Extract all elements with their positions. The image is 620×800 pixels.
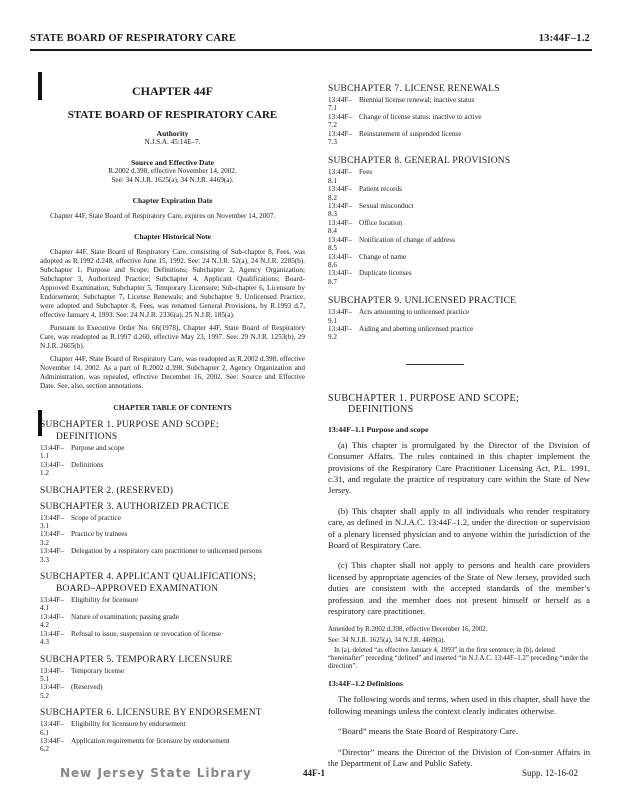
toc-item-label: Reinstatement of suspended license bbox=[359, 129, 462, 138]
rule-1-1-heading: 13:44F–1.1 Purpose and scope bbox=[328, 424, 429, 434]
authority-heading: Authority bbox=[156, 129, 189, 138]
toc-item[interactable] bbox=[328, 308, 590, 325]
toc-item-label: Aiding and abetting unlicensed practice bbox=[359, 324, 474, 333]
toc-item-number: 13:44F–9.2 bbox=[328, 324, 352, 342]
toc-item-number: 13:44F–8.3 bbox=[328, 202, 352, 219]
toc-item-number: 13:44F–8.2 bbox=[328, 185, 352, 202]
toc-item-label: Eligibility for licensure bbox=[71, 596, 139, 605]
toc-item[interactable] bbox=[328, 253, 590, 270]
toc-item-label: Temporary license bbox=[71, 666, 125, 675]
toc-item-label: Definitions bbox=[71, 460, 104, 469]
history-paragraph-1: Chapter 44F, State Board of Respiratory Care, consisting of Sub-chapter 8, Fees, was adopted as R.1992 d.248, effective June 15, 1992. See: 24 N.J.R. 52(a), 24 N.J.R. 2285(b). Subchapter 1, Purpose and Scope; Definitions; Subchapter 2, Agency Organization; Subchapter 3, Authorized Practice; Subchapter 4, Applicant Qualifications; Board-Approved Examination; Subchapter 5, Temporary Licensure; Sub-chapter 6, Licensure by Endorsement; Subchapter 7, License Renewals; and Subchapter 9, Unlicensed Practice, were adopted and Subchapter 8, Fees, was renamed General Provisions, by R.1993 d.7, effective January 4, 1993. See: 24 N.J.R. 2336(a), 25 N.J.R. 185(a). bbox=[40, 248, 305, 319]
toc-item[interactable] bbox=[328, 325, 590, 342]
left-column bbox=[40, 84, 305, 754]
subchapter-1-heading: SUBCHAPTER 1. PURPOSE AND SCOPE; bbox=[328, 392, 520, 404]
toc-item-number: 13:44F–8.4 bbox=[328, 218, 352, 236]
toc-subchapter-4: SUBCHAPTER 4. APPLICANT QUALIFICATIONS; bbox=[40, 572, 257, 583]
expiration-heading: Chapter Expiration Date bbox=[132, 196, 213, 205]
toc-item[interactable] bbox=[328, 269, 590, 286]
header-section-number: 13:44F–1.2 bbox=[538, 33, 590, 44]
toc-item-number: 13:44F–8.7 bbox=[328, 269, 352, 286]
chapter-number: CHAPTER 44F bbox=[132, 84, 213, 98]
toc-item-number: 13:44F–6.2 bbox=[40, 736, 64, 754]
toc-item[interactable] bbox=[328, 236, 590, 253]
supplement-date: Supp. 12-16-02 bbox=[522, 768, 578, 778]
toc-item[interactable] bbox=[40, 444, 305, 461]
toc-item[interactable] bbox=[40, 596, 305, 613]
history-paragraph-2: Pursuant to Executive Order No. 66(1978), Chapter 44F, State Board of Respiratory Care, was readopted as R.1997 d.260, effective May 23, 1997. See: 29 N.J.R. 1253(b), 29 N.J.R. 2665(b). bbox=[40, 324, 305, 350]
toc-item[interactable] bbox=[328, 130, 590, 147]
toc-item-label: Refusal to issue, suspension or revocation of license bbox=[71, 629, 222, 638]
toc-item-number: 13:44F–1.2 bbox=[40, 460, 64, 478]
rule-1-1-paragraph-a: (a) This chapter is promulgated by the Director of the Division of Consumer Affairs. The rules contained in this chapter implement the provisions of the Respiratory Care Practitioner Licensing Act, P.L. 1991, c.31, and regulate the practice of respiratory care within the State of New Jersey. bbox=[328, 439, 590, 496]
toc-item-label: Notification of change of address bbox=[359, 235, 455, 244]
right-column bbox=[328, 84, 590, 778]
toc-item-label: Fees bbox=[359, 168, 373, 177]
toc-item-label: Duplicate licenses bbox=[359, 269, 412, 278]
expiration-text: Chapter 44F, State Board of Respiratory Care, expires on November 14, 2007. bbox=[50, 212, 276, 220]
toc-item[interactable] bbox=[40, 630, 305, 647]
toc-item[interactable] bbox=[328, 113, 590, 130]
rule-1-1-paragraph-b: (b) This chapter shall apply to all individuals who render respiratory care, as defined in N.J.A.C. 13:44F–1.2, under the direction or supervision of a plenary licensed physician and to anyone within the jurisdiction of the Board of Respiratory Care. bbox=[328, 505, 590, 550]
toc-item-number: 13:44F–4.1 bbox=[40, 596, 64, 613]
page-number: 44F-1 bbox=[303, 768, 325, 778]
rule-1-1-paragraph-c: (c) This chapter shall not apply to persons and health care providers licensed by appropriate agencies of the State of New Jersey, provided such duties are consistent with the accepted standards of the member’s profession and the member does not present himself or herself as a respiratory care practitioner. bbox=[328, 560, 590, 617]
authority-text: N.J.S.A. 45:14E–7. bbox=[144, 138, 201, 146]
header-title: STATE BOARD OF RESPIRATORY CARE bbox=[30, 33, 237, 44]
toc-item[interactable] bbox=[328, 96, 590, 113]
toc-item[interactable] bbox=[40, 547, 305, 564]
toc-item-label: Acts amounting to unlicensed practice bbox=[359, 308, 470, 317]
toc-item-number: 13:44F–7.2 bbox=[328, 112, 352, 130]
source-line-1: R.2002 d.398, effective November 14, 2002. bbox=[108, 167, 237, 175]
toc-item-label: Nature of examination; passing grade bbox=[71, 612, 179, 621]
section-divider bbox=[406, 364, 464, 365]
toc-item[interactable] bbox=[328, 219, 590, 236]
toc-heading: CHAPTER TABLE OF CONTENTS bbox=[113, 403, 232, 412]
definition-board: “Board” means the State Board of Respiratory Care. bbox=[338, 726, 518, 737]
toc-item-label: Eligibility for licensure by endorsement bbox=[71, 720, 186, 729]
source-heading: Source and Effective Date bbox=[131, 158, 214, 167]
amendment-citation: See: 34 N.J.R. 1625(a), 34 N.J.R. 4469(a). bbox=[328, 636, 446, 644]
toc-item-label: Sexual misconduct bbox=[359, 202, 414, 211]
toc-subchapter-9: SUBCHAPTER 9. UNLICENSED PRACTICE bbox=[328, 296, 517, 307]
amendment-note: Amended by R.2002 d.398, effective December 16, 2002. bbox=[328, 626, 488, 634]
history-paragraph-3: Chapter 44F, State Board of Respiratory Care, was readopted as R.2002 d.398, effective November 14, 2002. As a part of R.2002 d.398, Subchapter 2, Agency Organization and Administration, was repealed, effective December 16, 2002. See: Source and Effective Date. See, also, section annotations. bbox=[40, 355, 305, 390]
toc-item-number: 13:44F–3.1 bbox=[40, 513, 64, 531]
toc-subchapter-2: SUBCHAPTER 2. (RESERVED) bbox=[40, 485, 174, 496]
toc-item[interactable] bbox=[328, 202, 590, 219]
toc-item-number: 13:44F–8.5 bbox=[328, 235, 352, 253]
toc-item-number: 13:44F–4.3 bbox=[40, 629, 64, 647]
definition-director: “Director” means the Director of the Division of Con-sumer Affairs in the Department of Law and Public Safety. bbox=[328, 746, 590, 769]
toc-item[interactable] bbox=[40, 461, 305, 478]
rule-1-2-intro: The following words and terms, when used in this chapter, shall have the following meanings unless the context clearly indicates otherwise. bbox=[328, 694, 590, 716]
toc-item-number: 13:44F–3.3 bbox=[40, 547, 64, 564]
toc-item-number: 13:44F–3.2 bbox=[40, 530, 64, 547]
toc-item-number: 13:44F–8.6 bbox=[328, 252, 352, 269]
subchapter-1-heading-line-2: DEFINITIONS bbox=[348, 403, 414, 415]
toc-item[interactable] bbox=[40, 720, 305, 737]
toc-subchapter-4-line-2: BOARD–APPROVED EXAMINATION bbox=[56, 584, 219, 595]
toc-subchapter-1-line-2: DEFINITIONS bbox=[56, 432, 118, 442]
amendment-detail: In (a), deleted “as effective January 4, 1993” in the first sentence; in (b), deleted “hereinafter” preceding “defined” and inserted “in N.J.A.C. 13:44F–1.2” preceding “under the direction”. bbox=[328, 646, 589, 671]
toc-item[interactable] bbox=[40, 667, 305, 684]
toc-item-number: 13:44F–9.1 bbox=[328, 308, 352, 325]
toc-item[interactable] bbox=[40, 613, 305, 630]
history-heading: Chapter Historical Note bbox=[134, 232, 211, 241]
toc-subchapter-6: SUBCHAPTER 6. LICENSURE BY ENDORSEMENT bbox=[40, 708, 262, 719]
running-header bbox=[30, 33, 590, 44]
library-watermark: New Jersey State Library bbox=[60, 766, 252, 780]
toc-item-label: Purpose and scope bbox=[71, 444, 125, 452]
toc-item-number: 13:44F–8.1 bbox=[328, 168, 352, 185]
toc-item-label: Change of license status: inactive to active bbox=[359, 112, 482, 121]
toc-item[interactable] bbox=[40, 530, 305, 547]
toc-item-label: Practice by trainees bbox=[71, 530, 128, 539]
toc-subchapter-5: SUBCHAPTER 5. TEMPORARY LICENSURE bbox=[40, 654, 233, 665]
toc-item-number: 13:44F–5.2 bbox=[40, 683, 64, 700]
toc-item-number: 13:44F–1.1 bbox=[40, 444, 64, 461]
toc-item-label: (Reserved) bbox=[71, 683, 103, 692]
rule-1-2-heading: 13:44F–1.2 Definitions bbox=[328, 679, 403, 689]
toc-item-number: 13:44F–5.1 bbox=[40, 666, 64, 683]
toc-item[interactable] bbox=[328, 168, 590, 185]
toc-item-label: Office location bbox=[359, 218, 403, 227]
toc-item[interactable] bbox=[328, 185, 590, 202]
toc-item-label: Delegation by a respiratory care practitioner to unlicensed persons bbox=[71, 547, 262, 556]
source-line-2: See: 34 N.J.R. 1625(a), 34 N.J.R. 4469(a). bbox=[111, 176, 234, 184]
toc-item[interactable] bbox=[40, 514, 305, 531]
header-rule bbox=[30, 49, 592, 51]
toc-item-label: Change of name bbox=[359, 252, 407, 261]
toc-subchapter-8: SUBCHAPTER 8. GENERAL PROVISIONS bbox=[328, 156, 511, 167]
toc-item[interactable] bbox=[40, 737, 305, 754]
toc-item-number: 13:44F–7.3 bbox=[328, 129, 352, 147]
toc-subchapter-1: SUBCHAPTER 1. PURPOSE AND SCOPE; bbox=[40, 420, 219, 430]
toc-item-number: 13:44F–7.1 bbox=[328, 96, 352, 113]
chapter-name: STATE BOARD OF RESPIRATORY CARE bbox=[67, 109, 278, 121]
toc-item-number: 13:44F–4.2 bbox=[40, 612, 64, 630]
toc-item-label: Patient records bbox=[359, 185, 402, 194]
toc-item-label: Biennial license renewal; inactive status bbox=[359, 96, 475, 104]
toc-item-number: 13:44F–6.1 bbox=[40, 720, 64, 737]
toc-item-label: Application requirements for licensure by endorsement bbox=[71, 736, 230, 745]
toc-subchapter-7: SUBCHAPTER 7. LICENSE RENEWALS bbox=[328, 84, 500, 94]
toc-item-label: Scope of practice bbox=[71, 513, 121, 522]
toc-subchapter-3: SUBCHAPTER 3. AUTHORIZED PRACTICE bbox=[40, 501, 230, 512]
toc-item[interactable] bbox=[40, 683, 305, 700]
